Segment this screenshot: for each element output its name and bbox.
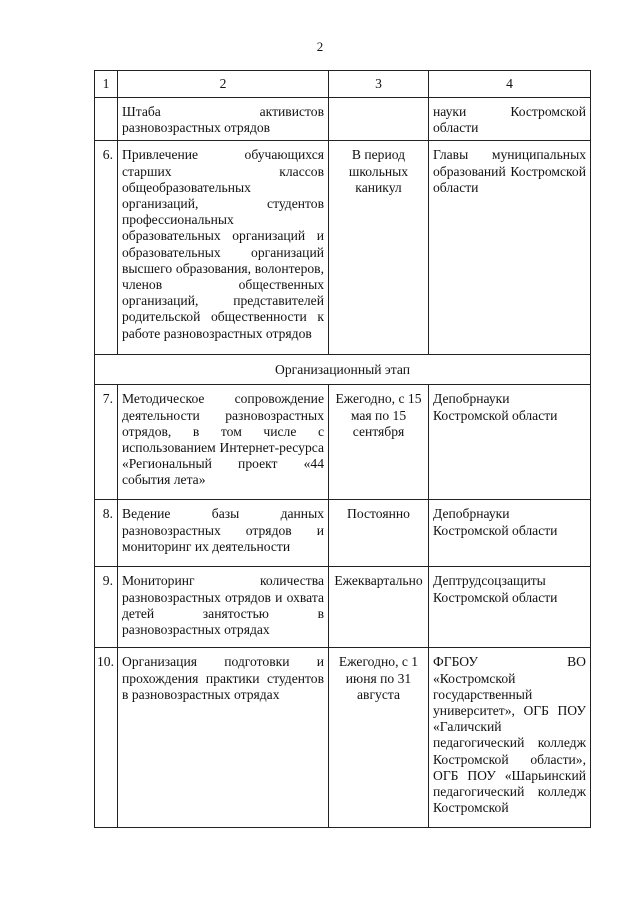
column-header-4: 4 — [429, 71, 591, 98]
activity-cell: Методическое сопровождение деятельности разновозрастных отрядов, в том числе с использованием Интернет-ресурса «Региональный проект «44 события лета» — [118, 385, 329, 500]
responsible-cell: Депобрнауки Костромской области — [429, 500, 591, 567]
period-cell: Ежегодно, с 1 июня по 31 августа — [329, 648, 429, 828]
row-number: 7. — [95, 385, 118, 500]
row-number: 9. — [95, 567, 118, 648]
table-row — [95, 385, 591, 500]
activity-cell: Организация подготовки и прохождения практики студентов в разновозрастных отрядах — [118, 648, 329, 828]
table-row — [95, 98, 591, 141]
column-header-1: 1 — [95, 71, 118, 98]
period-cell — [329, 98, 429, 141]
table-row — [95, 141, 591, 355]
responsible-cell: Депобрнауки Костромской области — [429, 385, 591, 500]
period-cell: Постоянно — [329, 500, 429, 567]
column-header-3: 3 — [329, 71, 429, 98]
table-header-row — [95, 71, 591, 98]
table-row — [95, 648, 591, 828]
section-row — [95, 355, 591, 385]
row-number: 10. — [95, 648, 118, 828]
page-number: 2 — [316, 39, 324, 54]
activity-cell: Привлечение обучающихся старших классов общеобразовательных организаций, студентов профессиональных образовательных организаций и образовательных организаций высшего образования, волонтеров, членов общественных организаций, представителей родительской общественности к работе разновозрастных отрядов — [118, 141, 329, 355]
column-header-2: 2 — [118, 71, 329, 98]
activity-plan-table — [94, 70, 591, 828]
row-number: 6. — [95, 141, 118, 355]
table-row — [95, 500, 591, 567]
activity-cell: Штаба активистов разновозрастных отрядов — [118, 98, 329, 141]
responsible-cell: науки Костромской области — [429, 98, 591, 141]
period-cell: В период школьных каникул — [329, 141, 429, 355]
responsible-cell: ФГБОУ ВО «Костромской государственный университет», ОГБ ПОУ «Галичский педагогический колледж Костромской области», ОГБ ПОУ «Шарьинский педагогический колледж Костромской — [429, 648, 591, 828]
activity-cell: Ведение базы данных разновозрастных отрядов и мониторинг их деятельности — [118, 500, 329, 567]
responsible-cell: Главы муниципальных образований Костромской области — [429, 141, 591, 355]
period-cell: Ежеквартально — [329, 567, 429, 648]
responsible-cell: Дептрудсоцзащиты Костромской области — [429, 567, 591, 648]
activity-cell: Мониторинг количества разновозрастных отрядов и охвата детей занятостью в разновозрастных отрядах — [118, 567, 329, 648]
table-row — [95, 567, 591, 648]
period-cell: Ежегодно, с 15 мая по 15 сентября — [329, 385, 429, 500]
row-number: 8. — [95, 500, 118, 567]
row-number — [95, 98, 118, 141]
section-title: Организационный этап — [95, 355, 591, 385]
